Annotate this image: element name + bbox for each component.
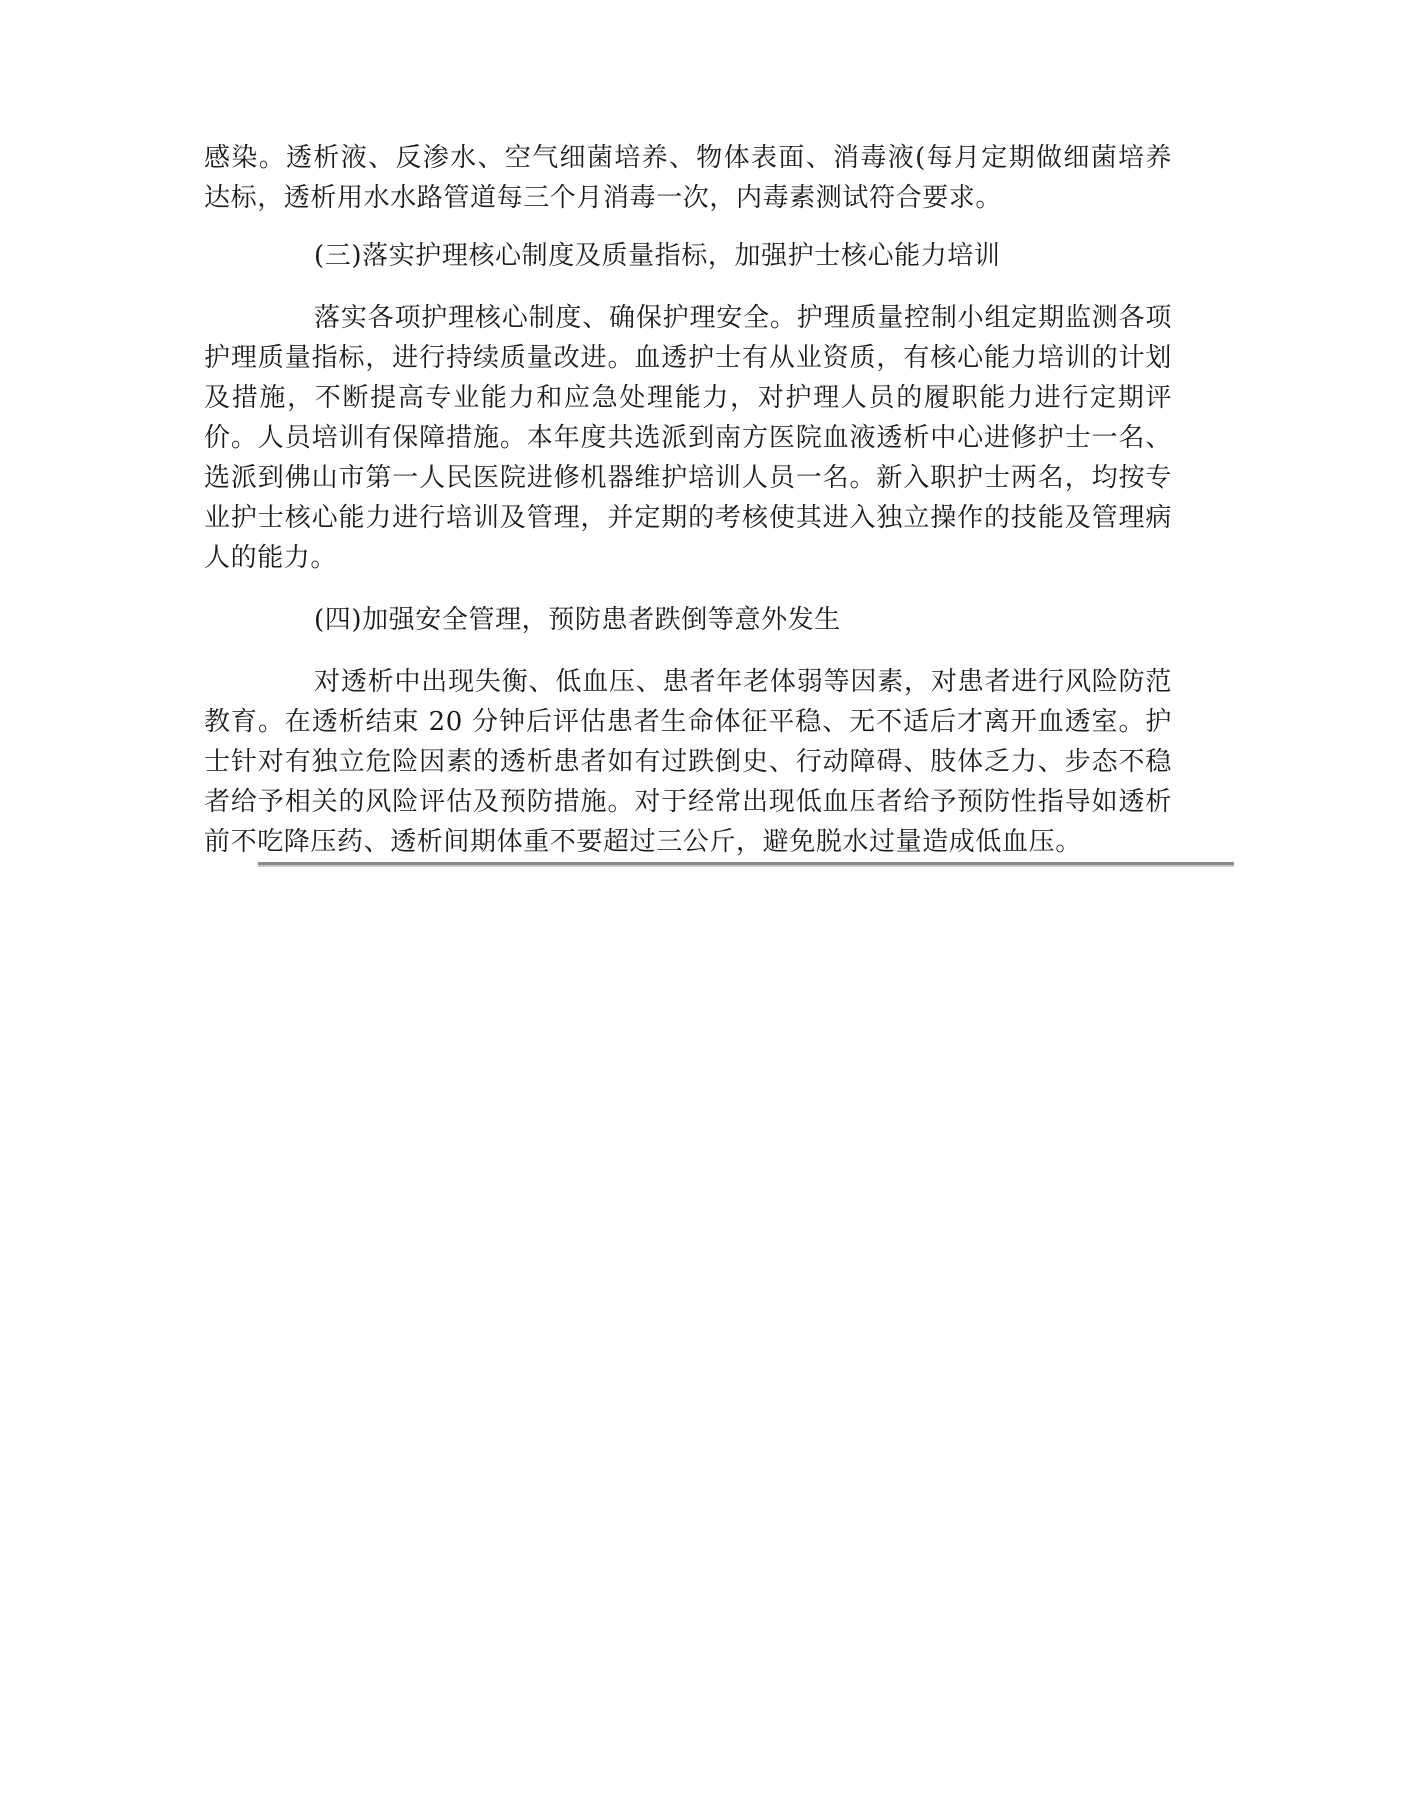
horizontal-rule (258, 862, 1234, 865)
paragraph-continued: 感染。透析液、反渗水、空气细菌培养、物体表面、消毒液(每月定期做细菌培养达标，透析用水水路管道每三个月消毒一次，内毒素测试符合要求。 (204, 143, 1172, 213)
paragraph-section-3: 落实各项护理核心制度、确保护理安全。护理质量控制小组定期监测各项护理质量指标，进行持续质量改进。血透护士有从业资质，有核心能力培训的计划及措施，不断提高专业能力和应急处理能力，对护理人员的履职能力进行定期评价。人员培训有保障措施。本年度共选派到南方医院血液透析中心进修护士一名、选派到佛山市第一人民医院进修机器维护培训人员一名。新入职护士两名，均按专业护士核心能力进行培训及管理，并定期的考核使其进入独立操作的技能及管理病人的能力。 (204, 303, 1172, 573)
section-heading-3: (三)落实护理核心制度及质量指标，加强护士核心能力培训 (314, 241, 1001, 271)
document-body (204, 138, 1172, 862)
section-heading-4: (四)加强安全管理，预防患者跌倒等意外发生 (314, 605, 841, 635)
paragraph-section-4: 对透析中出现失衡、低血压、患者年老体弱等因素，对患者进行风险防范教育。在透析结束 20 分钟后评估患者生命体征平稳、无不适后才离开血透室。护士针对有独立危险因素的透析患者如有过跌倒史、行动障碍、肢体乏力、步态不稳者给予相关的风险评估及预防措施。对于经常出现低血压者给予预防性指导如透析前不吃降压药、透析间期体重不要超过三公斤，避免脱水过量造成低血压。 (204, 667, 1172, 857)
